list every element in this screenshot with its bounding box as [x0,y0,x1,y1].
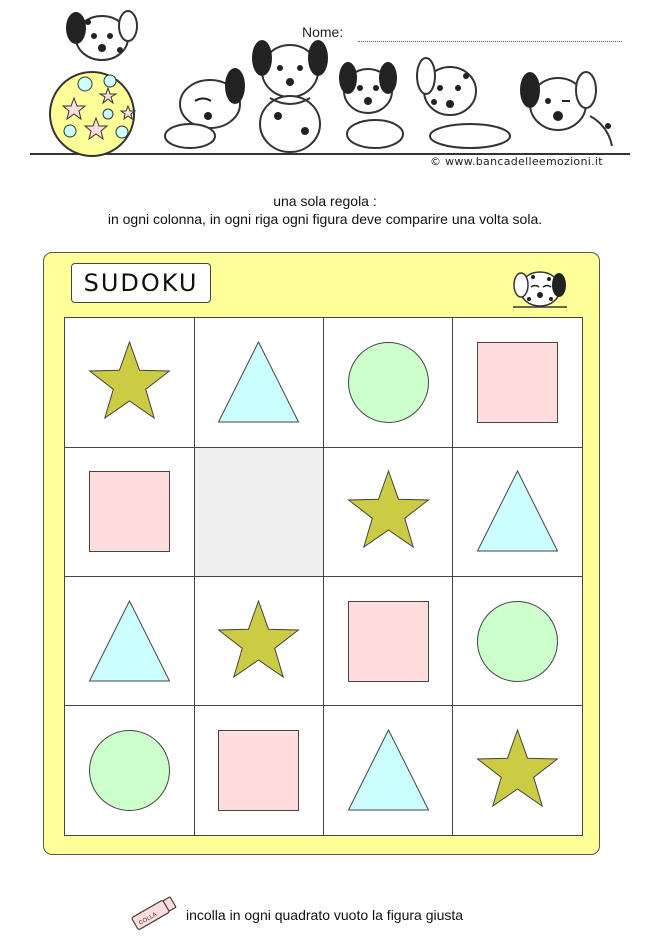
glue-stick-icon [126,893,182,933]
grid-cell-1-2 [194,318,323,447]
circle-shape [348,343,428,423]
rule-heading: una sola regola : [273,193,377,209]
triangle-shape [90,601,170,681]
triangle-shape [348,730,428,810]
sudoku-title: SUDOKU [71,263,211,303]
grid-cell-1-3 [324,318,453,447]
grid-cell-1-4 [453,318,582,447]
grid-cell-1-1 [65,318,194,447]
grid-line-horizontal [65,705,582,706]
grid-cell-3-4 [453,577,582,706]
circle-shape [477,601,557,681]
star-shape [477,730,557,806]
star-shape [90,342,170,418]
triangle-shape [477,471,557,551]
grid-cell-2-4 [453,447,582,576]
square-shape [348,601,428,681]
sudoku-board [43,252,600,855]
grid-cell-4-3 [324,706,453,835]
square-shape [477,343,557,423]
star-shape [219,601,299,677]
grid-cell-3-1 [65,577,194,706]
circle-shape [90,730,170,810]
triangle-shape [219,342,299,422]
grid-cell-2-1 [65,447,194,576]
sudoku-grid [64,317,583,836]
star-shape [348,471,428,547]
square-shape [90,472,170,552]
website-credit: © www.bancadelleemozioni.it [430,155,603,168]
dalmatian-face-icon [509,263,571,311]
grid-cell-3-3 [324,577,453,706]
empty-cell-area[interactable] [194,447,323,576]
grid-cell-2-2[interactable] [194,447,323,576]
square-shape [219,730,299,810]
grid-line-horizontal [65,576,582,577]
name-field[interactable] [358,40,622,42]
grid-cell-4-2 [194,706,323,835]
grid-cell-4-4 [453,706,582,835]
glue-label: COLLA [138,911,159,927]
grid-line-vertical [452,318,453,835]
grid-cell-4-1 [65,706,194,835]
grid-cell-3-2 [194,577,323,706]
rule-text: in ogni colonna, in ogni riga ogni figura deve comparire una volta sola. [107,211,543,227]
name-label: Nome: [302,24,344,40]
grid-cell-2-3 [324,447,453,576]
footer-instruction: incolla in ogni quadrato vuoto la figura giusta [186,907,464,923]
